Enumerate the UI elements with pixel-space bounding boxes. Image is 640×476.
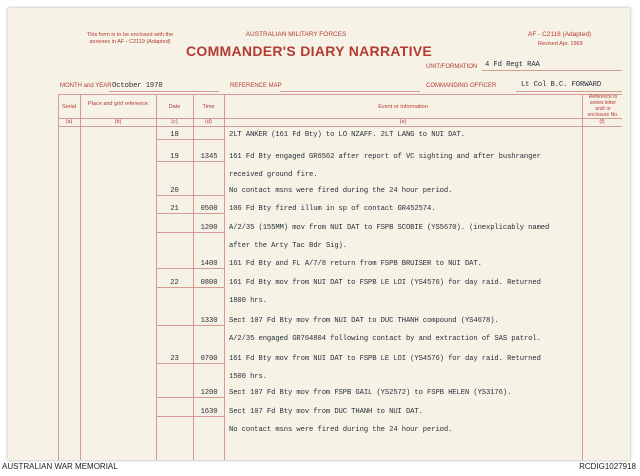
entry-time: 1400	[200, 260, 218, 268]
org-name: AUSTRALIAN MILITARY FORCES	[245, 31, 347, 38]
col-event-header: Event or Information	[378, 104, 428, 110]
col-rule	[58, 94, 59, 460]
form-id: AF - C2118 (Adapted)	[528, 31, 592, 38]
col-serial-header: Serial	[61, 104, 77, 110]
row-rule	[156, 325, 224, 326]
col-letter: (a)	[65, 119, 73, 125]
entry-text: A/2/35 (155MM) mov from NUI DAT to FSPB SCOBIE (YS5670). (inexplicably named	[229, 224, 550, 232]
col-letter: (c)	[171, 119, 178, 125]
col-letter: (b)	[114, 119, 122, 125]
co-underline	[516, 91, 622, 92]
col-rule	[193, 94, 194, 460]
entry-text: 161 Fd Bty engaged GR6562 after report of VC sighting and after bushranger	[229, 153, 541, 161]
entry-time: 1345	[200, 153, 218, 161]
unit-value: 4 Fd Regt RAA	[485, 61, 540, 69]
entry-date: 21	[170, 205, 179, 213]
col-letter: (f)	[599, 119, 605, 125]
unit-label: UNIT/FORMATION	[426, 64, 478, 70]
record-id: RCDIG1027918	[579, 462, 636, 471]
month-underline	[109, 91, 219, 92]
col-rule	[224, 94, 225, 460]
row-rule	[156, 195, 224, 196]
col-reference-header: Reference to annex letter and/ or enclosure No.	[587, 94, 619, 118]
entry-text: 161 Fd Bty and FL A/7/8 return from FSPB BRUISER to NUI DAT.	[229, 260, 482, 268]
header-note	[70, 32, 190, 46]
entry-text: after the Arty Tac Bdr Sig).	[229, 242, 347, 250]
row-rule	[156, 139, 224, 140]
entry-time: 1200	[200, 389, 218, 397]
entry-date: 23	[170, 355, 179, 363]
entry-time: 1330	[200, 317, 218, 325]
entry-text: 1800 hrs.	[229, 297, 267, 305]
diary-sheet	[8, 8, 630, 460]
col-letter: (e)	[399, 119, 407, 125]
col-rule	[156, 94, 157, 460]
month-value: October 1970	[112, 82, 163, 90]
entry-text: received ground fire.	[229, 171, 318, 179]
table-top-rule	[58, 94, 622, 95]
entry-time: 0700	[200, 355, 218, 363]
row-rule	[156, 287, 224, 288]
entry-text: No contact msns were fired during the 24 hour period.	[229, 187, 453, 195]
col-place-header: Place and grid reference	[88, 101, 148, 107]
entry-text: No contact msns were fired during the 24 hour period.	[229, 426, 453, 434]
col-rule	[80, 94, 81, 460]
entry-time: 1630	[200, 408, 218, 416]
row-rule	[156, 268, 224, 269]
col-time-header: Time	[202, 104, 215, 110]
entry-text: Sect 107 Fd Bty mov from NUI DAT to DUC THANH compound (YS4678).	[229, 317, 499, 325]
entry-text: 2LT ANKER (161 Fd Bty) to LO NZAFF. 2LT LANG to NUI DAT.	[229, 131, 465, 139]
co-value: Lt Col B.C. FORWARD	[521, 81, 602, 89]
entry-text: 161 Fd Bty mov from NUI DAT to FSPB LE LOI (YS4576) for day raid. Returned	[229, 355, 541, 363]
entry-date: 18	[170, 131, 179, 139]
entry-text: Sect 107 Fd Bty mov from DUC THANH to NUI DAT.	[229, 408, 423, 416]
entry-text: 106 Fd Bty fired illum in sp of contact GR452574.	[229, 205, 436, 213]
row-rule	[156, 416, 224, 417]
row-rule	[156, 161, 224, 162]
archive-credit: AUSTRALIAN WAR MEMORIAL	[2, 462, 118, 471]
header-note-line2: annexes in AF - C2119 (Adapted)	[89, 39, 171, 45]
entry-date: 20	[170, 187, 179, 195]
form-revised: Revised Apr. 1969	[538, 41, 583, 47]
entry-text: 1500 hrs.	[229, 373, 267, 381]
col-letter: (d)	[205, 119, 212, 125]
header-note-line1: This form is to be enclosed with the	[86, 32, 174, 38]
entry-date: 22	[170, 279, 179, 287]
month-label: MONTH and YEAR	[60, 83, 112, 89]
row-rule	[156, 213, 224, 214]
row-rule	[156, 397, 224, 398]
entry-time: 0800	[200, 279, 218, 287]
entry-text: Sect 107 Fd Bty mov from FSPB GAIL (YS2572) to FSPB HELEN (YS3176).	[229, 389, 512, 397]
entry-text: A/2/35 engaged GR764804 following contact by and extraction of SAS patrol.	[229, 335, 541, 343]
col-date-header: Date	[168, 104, 181, 110]
row-rule	[156, 363, 224, 364]
row-rule	[156, 232, 224, 233]
table-letter-rule	[58, 126, 622, 127]
ref-map-label: REFERENCE MAP	[230, 83, 282, 89]
entry-time: 1200	[200, 224, 218, 232]
unit-underline	[482, 70, 622, 71]
ref-map-underline	[280, 91, 420, 92]
form-title: COMMANDER'S DIARY NARRATIVE	[186, 43, 433, 59]
entry-time: 0500	[200, 205, 218, 213]
col-rule	[582, 94, 583, 460]
entry-text: 161 Fd Bty mov from NUI DAT to FSPB LE LOI (YS4576) for day raid. Returned	[229, 279, 541, 287]
entry-date: 19	[170, 153, 179, 161]
co-label: COMMANDING OFFICER	[426, 83, 497, 89]
